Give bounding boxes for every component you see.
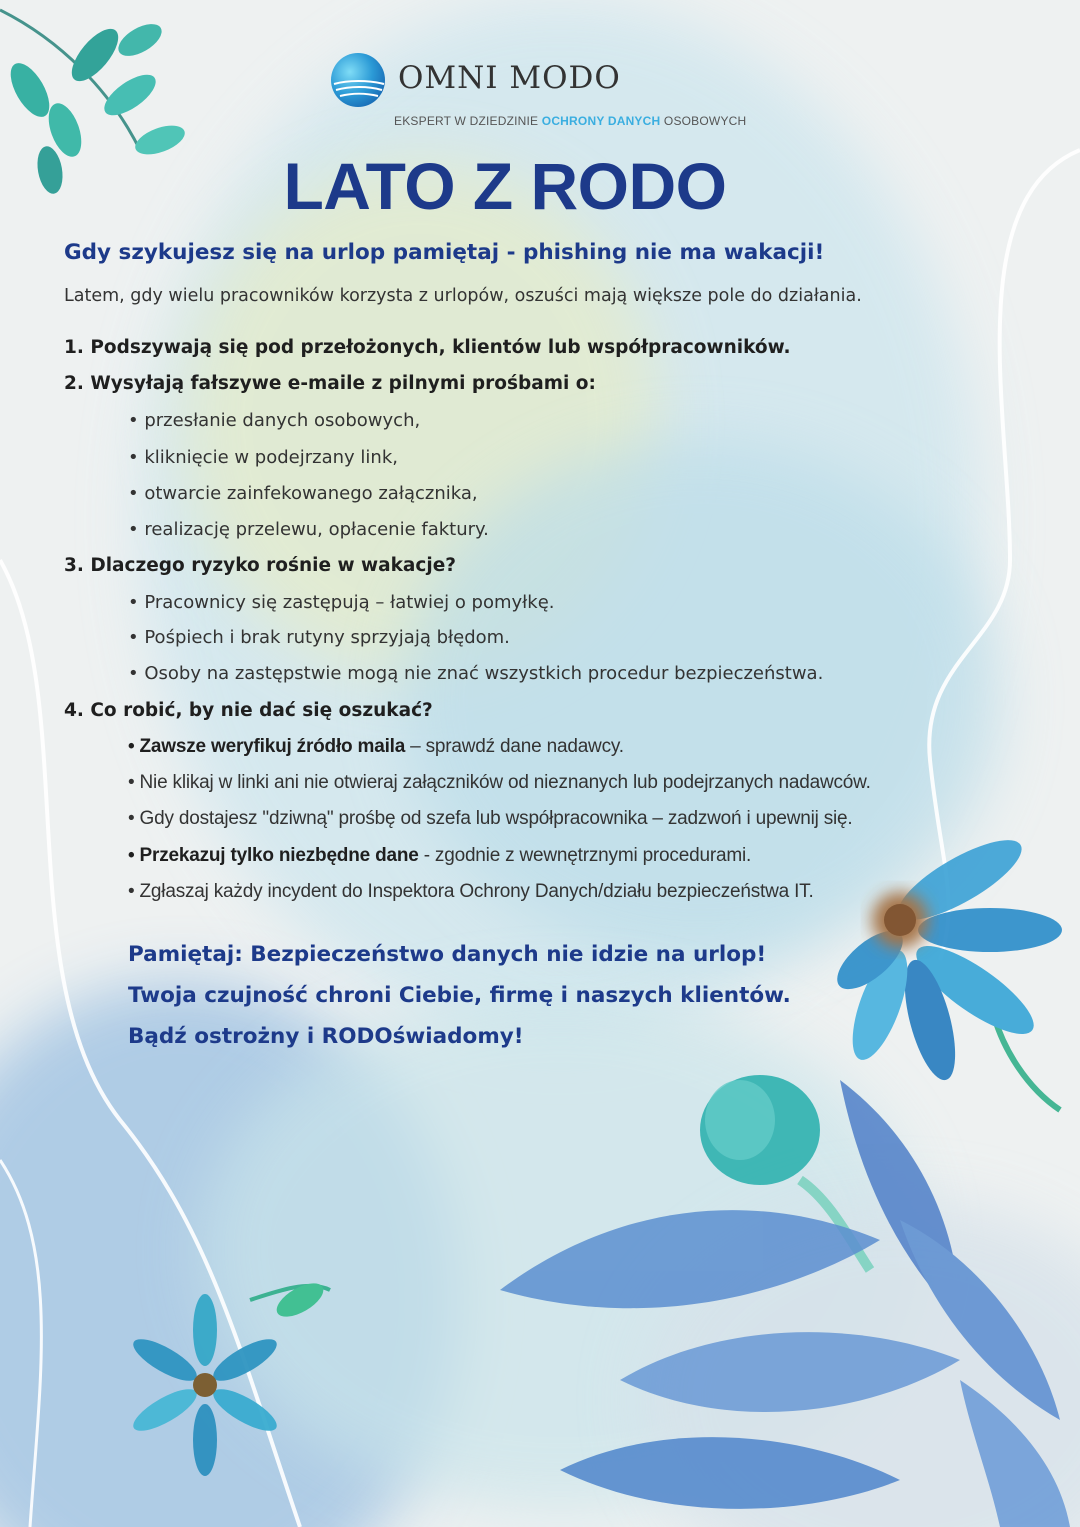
brand-tagline [394, 114, 746, 128]
list-item-text: – sprawdź dane nadawcy. [405, 736, 624, 757]
list-item-bold: • Przekazuj tylko niezbędne dane [128, 845, 419, 866]
logo-orb-icon [330, 52, 386, 108]
page-title: LATO Z RODO [283, 149, 727, 223]
tagline-highlight: OCHRONY DANYCH [541, 114, 661, 128]
list-item-text: - zgodnie z wewnętrznymi procedurami. [418, 845, 752, 866]
list-item-bold: • Zawsze weryfikuj źródło maila [128, 736, 406, 757]
list-item [128, 772, 871, 794]
closing-line-3: Bądź ostrożny i RODOświadomy! [128, 1024, 524, 1049]
list-item: • realizację przelewu, opłacenie faktury. [128, 519, 489, 540]
section-1-heading: 1. Podszywają się pod przełożonych, klientów lub współpracowników. [64, 337, 791, 358]
list-item [128, 736, 624, 758]
intro-text: Latem, gdy wielu pracowników korzysta z urlopów, oszuści mają większe pole do działania. [64, 286, 862, 306]
list-item [128, 808, 852, 830]
closing-line-2: Twoja czujność chroni Ciebie, firmę i naszych klientów. [128, 983, 791, 1008]
list-item [128, 845, 751, 867]
list-item: • Osoby na zastępstwie mogą nie znać wszystkich procedur bezpieczeństwa. [128, 663, 824, 684]
list-item: • Pracownicy się zastępują – łatwiej o pomyłkę. [128, 592, 555, 613]
closing-line-1: Pamiętaj: Bezpieczeństwo danych nie idzie na urlop! [128, 942, 767, 967]
section-3-heading: 3. Dlaczego ryzyko rośnie w wakacje? [64, 555, 456, 576]
brand-name: OMNI MODO [398, 60, 621, 96]
list-item-text: • Gdy dostajesz "dziwną" prośbę od szefa lub współpracownika – zadzwoń i upewnij się. [128, 808, 853, 829]
tagline-suffix: OSOBOWYCH [660, 114, 747, 128]
list-item-text: • Zgłaszaj każdy incydent do Inspektora Ochrony Danych/działu bezpieczeństwa IT. [128, 881, 814, 902]
list-item [128, 881, 814, 903]
section-2-heading: 2. Wysyłają fałszywe e-maile z pilnymi prośbami o: [64, 373, 596, 394]
page-subtitle: Gdy szykujesz się na urlop pamiętaj - phishing nie ma wakacji! [64, 240, 825, 265]
list-item: • otwarcie zainfekowanego załącznika, [128, 483, 478, 504]
list-item: • kliknięcie w podejrzany link, [128, 447, 398, 468]
section-4-heading: 4. Co robić, by nie dać się oszukać? [64, 700, 433, 721]
list-item: • przesłanie danych osobowych, [128, 410, 421, 431]
list-item: • Pośpiech i brak rutyny sprzyjają błędom. [128, 627, 510, 648]
tagline-prefix: EKSPERT W DZIEDZINIE [394, 114, 542, 128]
list-item-text: • Nie klikaj w linki ani nie otwieraj załączników od nieznanych lub podejrzanych nadawców. [128, 772, 871, 793]
brand-logo [330, 52, 750, 132]
